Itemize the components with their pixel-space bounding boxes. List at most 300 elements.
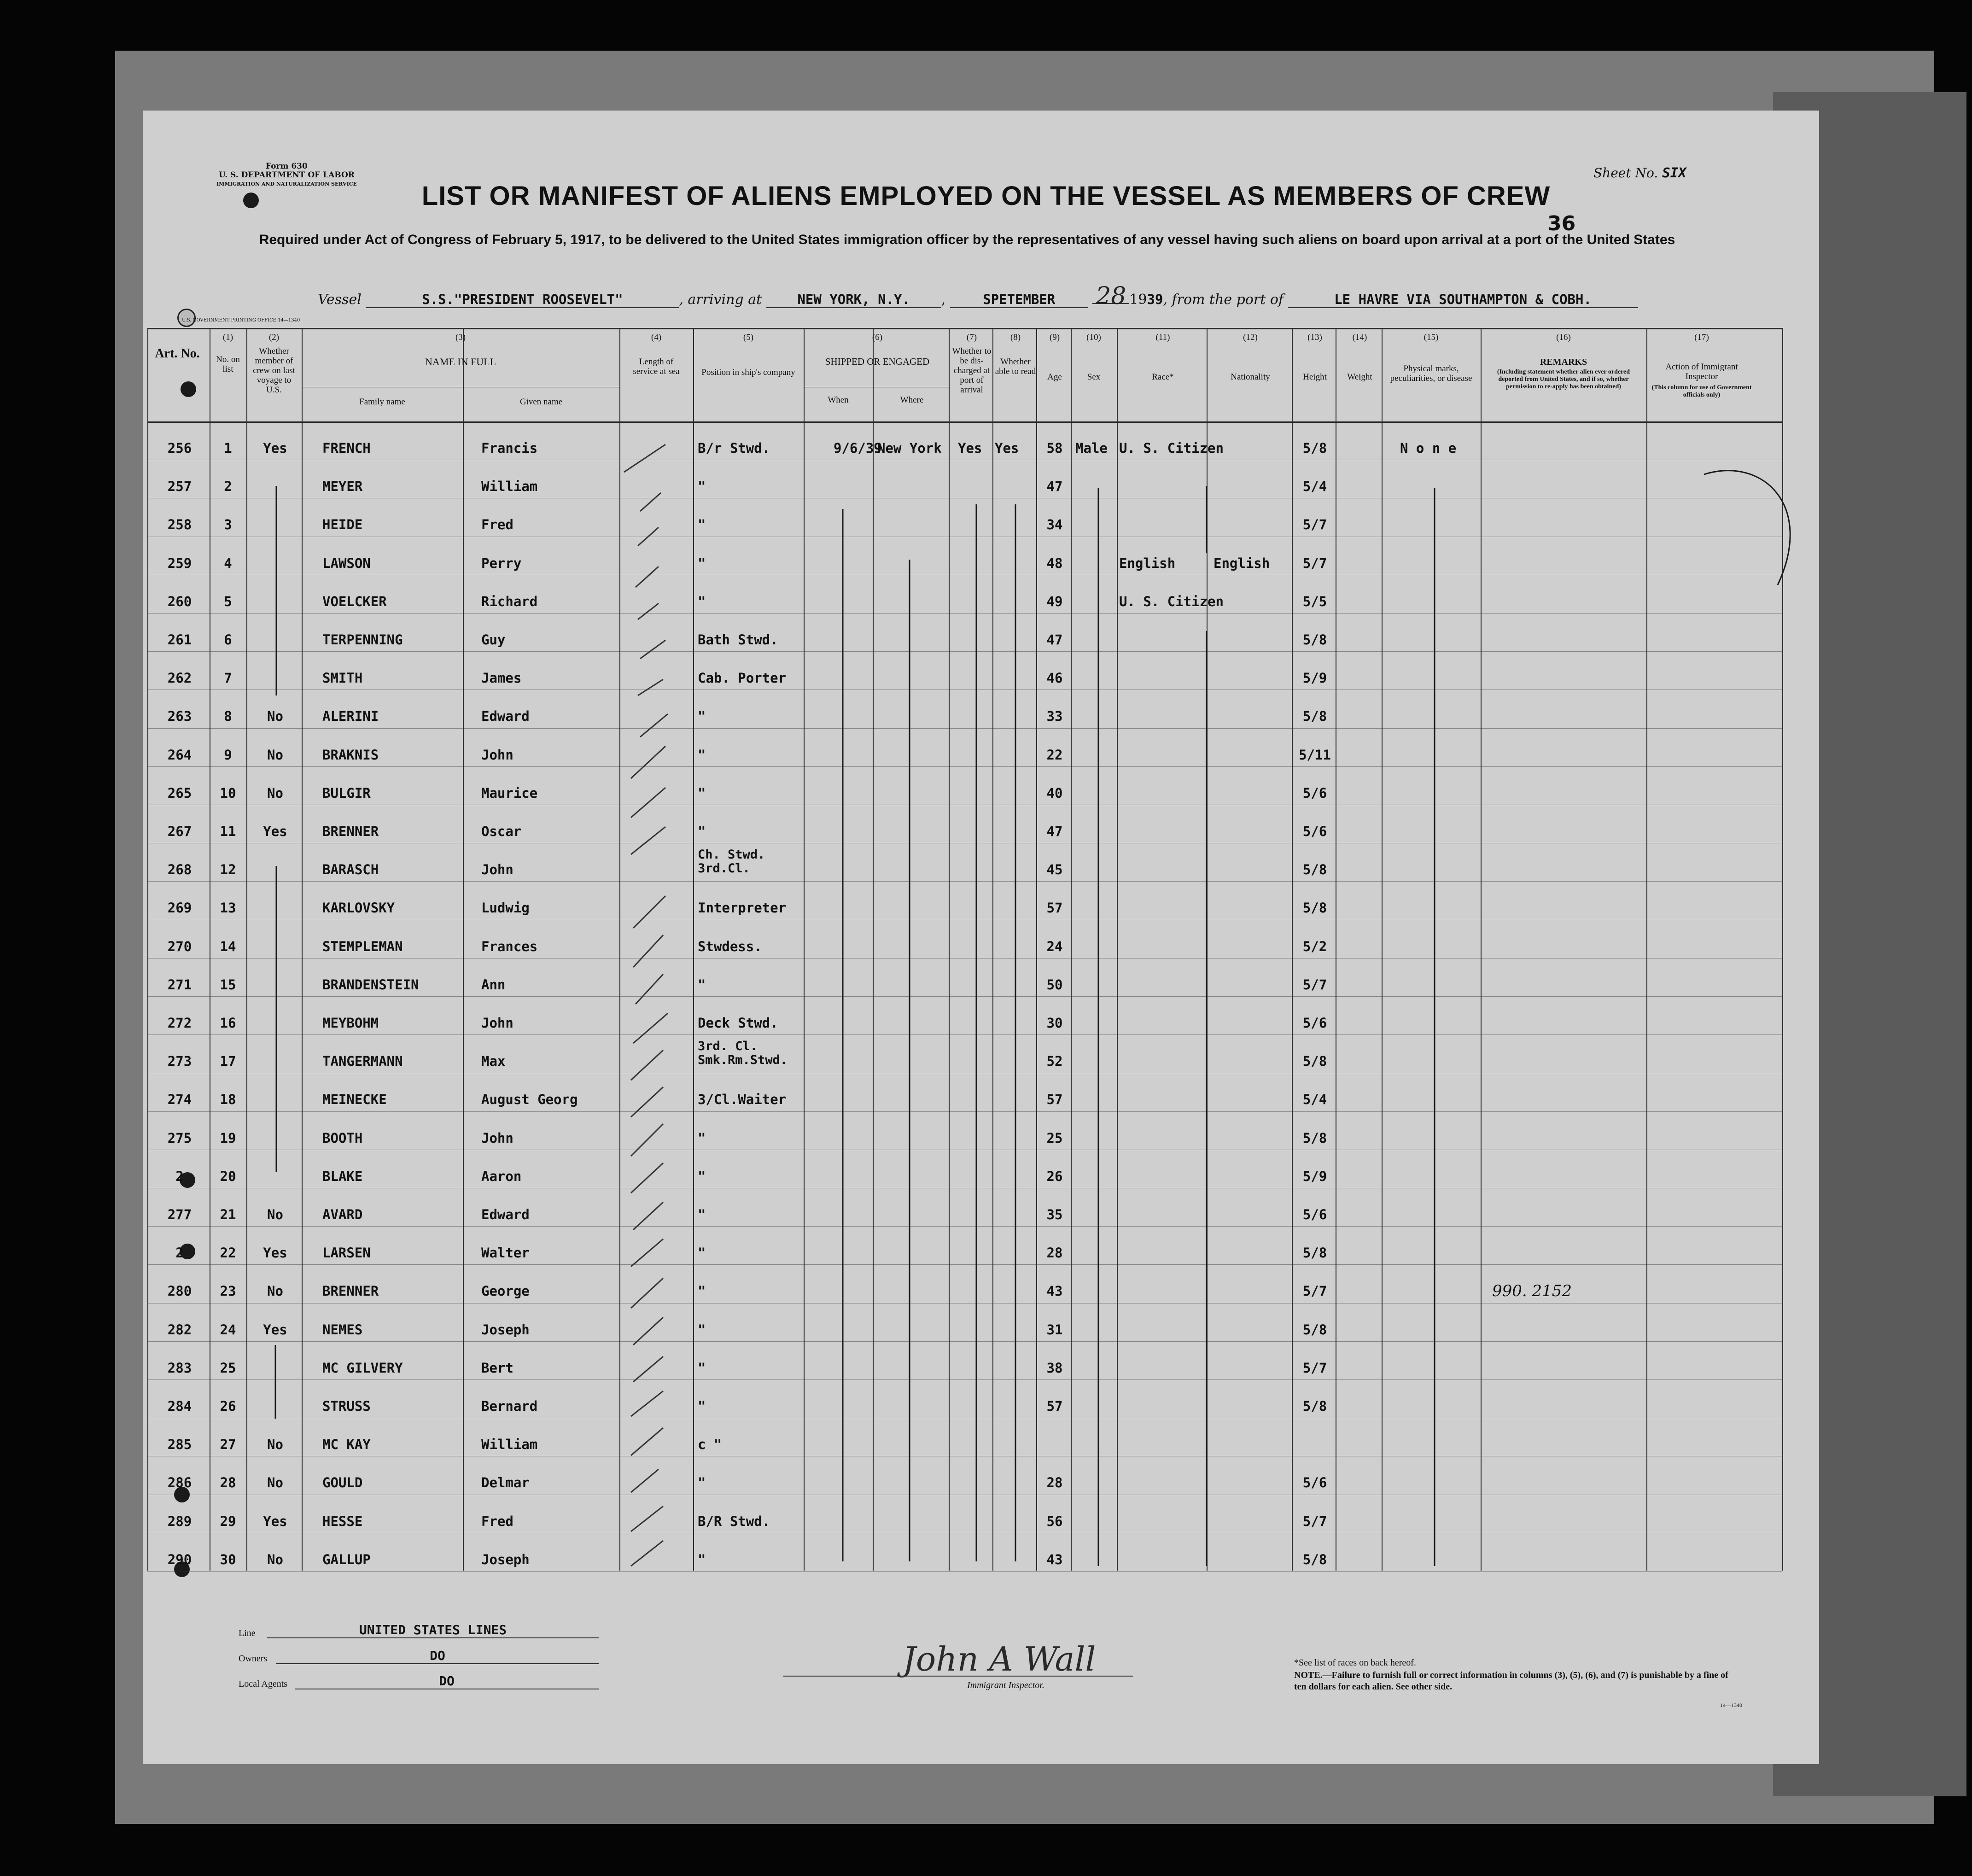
age: 33 xyxy=(1046,708,1063,724)
family-name: STRUSS xyxy=(322,1398,371,1414)
to-be-discharged: Yes xyxy=(958,440,982,456)
list-number: 11 xyxy=(220,824,236,839)
length-of-service-ticks xyxy=(624,444,668,1566)
family-name: HEIDE xyxy=(322,517,363,532)
given-name: August Georg xyxy=(481,1092,578,1107)
list-number: 26 xyxy=(220,1398,236,1414)
previous-voyage: Yes xyxy=(263,824,287,839)
height: 5/8 xyxy=(1302,1130,1327,1146)
age: 30 xyxy=(1046,1015,1063,1031)
list-number: 18 xyxy=(220,1092,236,1107)
position: Deck Stwd. xyxy=(698,1015,778,1031)
shipped-where: New York xyxy=(877,440,942,456)
given-name: Bernard xyxy=(481,1398,538,1414)
list-number: 30 xyxy=(220,1552,236,1567)
art-number: 262 xyxy=(167,670,192,686)
previous-voyage: No xyxy=(267,1475,283,1490)
race: U. S. Citizen xyxy=(1119,594,1224,609)
list-number: 23 xyxy=(220,1283,236,1299)
age: 45 xyxy=(1046,862,1063,877)
document-subtitle: Required under Act of Congress of February 5, 1917, to be delivered to the United States immigration officer by the representatives of any vessel having such aliens on board upon arrival at a port of the United States xyxy=(259,232,1675,247)
service: IMMIGRATION AND NATURALIZATION SERVICE xyxy=(216,181,357,187)
header-length-service: Length of service at sea xyxy=(633,357,680,376)
header-sex: Sex xyxy=(1087,372,1101,382)
family-name: SMITH xyxy=(322,670,363,686)
agents-value: DO xyxy=(295,1673,599,1689)
art-number: 261 xyxy=(167,632,192,648)
previous-voyage: No xyxy=(267,708,283,724)
check-mark xyxy=(638,527,659,546)
nationality: English xyxy=(1214,555,1270,571)
check-mark xyxy=(636,974,663,1004)
race: U. S. Citizen xyxy=(1119,440,1224,456)
height: 5/6 xyxy=(1302,785,1327,801)
art-number: 267 xyxy=(167,824,192,839)
family-name: AVARD xyxy=(322,1207,363,1222)
height: 5/4 xyxy=(1302,479,1327,494)
art-number: 285 xyxy=(167,1437,192,1452)
penalty-note: NOTE.—Failure to furnish full or correct information in columns (3), (5), (6), and (7) is punishable by a fine of ten dollars for each alien. See other side. xyxy=(1294,1670,1728,1692)
check-mark xyxy=(631,1050,663,1080)
age: 43 xyxy=(1046,1283,1063,1299)
age: 31 xyxy=(1046,1322,1063,1338)
position: " xyxy=(698,1130,706,1146)
height: 5/8 xyxy=(1302,708,1327,724)
age: 38 xyxy=(1046,1360,1063,1376)
header-position: Position in ship's company xyxy=(701,368,795,377)
list-number: 29 xyxy=(220,1514,236,1529)
given-name: Delmar xyxy=(481,1475,530,1490)
art-number: 265 xyxy=(167,785,192,801)
height: 5/8 xyxy=(1302,440,1327,456)
list-number: 28 xyxy=(220,1475,236,1490)
check-mark xyxy=(631,1278,663,1308)
header-height: Height xyxy=(1303,372,1327,382)
previous-voyage: No xyxy=(267,1552,283,1567)
age: 57 xyxy=(1046,1092,1063,1107)
height: 5/8 xyxy=(1302,1552,1327,1567)
check-mark xyxy=(633,1013,668,1043)
list-number: 17 xyxy=(220,1053,236,1069)
art-number: 268 xyxy=(167,862,192,877)
list-number: 15 xyxy=(220,977,236,993)
header-art-no: Art. No. xyxy=(155,346,200,361)
family-name: BOOTH xyxy=(322,1130,363,1146)
header-col-number: (3) xyxy=(455,333,466,342)
given-name: Ludwig xyxy=(481,900,530,916)
header-no-on-list: No. on list xyxy=(216,355,240,374)
family-name: MEYER xyxy=(322,479,363,494)
given-name: William xyxy=(481,479,538,494)
previous-voyage: No xyxy=(267,785,283,801)
age: 35 xyxy=(1046,1207,1063,1222)
given-name: Joseph xyxy=(481,1322,530,1338)
check-mark xyxy=(631,788,665,818)
check-mark xyxy=(631,1428,663,1455)
header-col-number: (15) xyxy=(1424,333,1439,342)
given-name: Bert xyxy=(481,1360,513,1376)
age: 34 xyxy=(1046,517,1063,532)
header-col-number: (17) xyxy=(1694,333,1709,342)
header-when: When xyxy=(828,395,849,405)
given-name: John xyxy=(481,747,513,763)
art-number: 290 xyxy=(167,1552,192,1567)
art-number: 277 xyxy=(167,1207,192,1222)
art-number: 270 xyxy=(167,939,192,954)
age: 46 xyxy=(1046,670,1063,686)
height: 5/6 xyxy=(1302,1207,1327,1222)
age: 26 xyxy=(1046,1169,1063,1184)
height: 5/6 xyxy=(1302,824,1327,839)
previous-voyage: Yes xyxy=(263,1245,287,1261)
given-name: John xyxy=(481,862,513,877)
family-name: STEMPLEMAN xyxy=(322,939,403,954)
position: " xyxy=(698,517,706,532)
vessel-label: Vessel xyxy=(318,292,362,308)
list-number: 1 xyxy=(224,440,232,456)
age: 52 xyxy=(1046,1053,1063,1069)
art-number: 286 xyxy=(167,1475,192,1490)
check-mark xyxy=(631,1469,659,1492)
family-name: GALLUP xyxy=(322,1552,371,1567)
given-name: Frances xyxy=(481,939,538,954)
check-mark xyxy=(633,1202,663,1230)
family-name: LAWSON xyxy=(322,555,371,571)
list-number: 16 xyxy=(220,1015,236,1031)
header-able-to-read: Whether able to read xyxy=(995,357,1036,376)
header-col-number: (6) xyxy=(872,333,883,342)
family-name: BARASCH xyxy=(322,862,379,877)
age: 47 xyxy=(1046,632,1063,648)
header-where: Where xyxy=(900,395,924,405)
check-mark xyxy=(633,1317,663,1345)
header-col-number: (11) xyxy=(1155,333,1170,342)
height: 5/6 xyxy=(1302,1475,1327,1490)
given-name: Francis xyxy=(481,440,538,456)
check-mark xyxy=(633,935,663,967)
family-name: HESSE xyxy=(322,1514,363,1529)
age: 28 xyxy=(1046,1475,1063,1490)
list-number: 22 xyxy=(220,1245,236,1261)
header-col-number: (16) xyxy=(1556,333,1571,342)
height: 5/7 xyxy=(1302,555,1327,571)
position: " xyxy=(698,594,706,609)
family-name: MEYBOHM xyxy=(322,1015,379,1031)
header-col-number: (2) xyxy=(268,333,280,342)
previous-voyage: No xyxy=(267,1437,283,1452)
height: 5/7 xyxy=(1302,1283,1327,1299)
age: 25 xyxy=(1046,1130,1063,1146)
inspector-signature: John A Wall xyxy=(903,1640,1096,1678)
art-number: 271 xyxy=(167,977,192,993)
previous-voyage: Yes xyxy=(263,1514,287,1529)
department: U. S. DEPARTMENT OF LABOR xyxy=(218,170,355,180)
race-note: *See list of races on back hereof. xyxy=(1294,1658,1416,1668)
signature-line xyxy=(783,1676,1133,1677)
check-mark xyxy=(631,1506,663,1531)
position: " xyxy=(698,1322,706,1338)
family-name: MC GILVERY xyxy=(322,1360,403,1376)
previous-voyage: No xyxy=(267,1283,283,1299)
height: 5/6 xyxy=(1302,1015,1327,1031)
height: 5/9 xyxy=(1302,1169,1327,1184)
header-col-number: (12) xyxy=(1243,333,1258,342)
family-name: BRANDENSTEIN xyxy=(322,977,419,993)
owners-label: Owners xyxy=(239,1654,268,1664)
previous-voyage: No xyxy=(267,1207,283,1222)
height: 5/5 xyxy=(1302,594,1327,609)
header-col-number: (4) xyxy=(651,333,662,342)
header-col-number: (7) xyxy=(966,333,977,342)
family-name: MEINECKE xyxy=(322,1092,387,1107)
position: Bath Stwd. xyxy=(698,632,778,648)
list-number: 9 xyxy=(224,747,232,763)
age: 50 xyxy=(1046,977,1063,993)
list-number: 8 xyxy=(224,708,232,724)
list-number: 3 xyxy=(224,517,232,532)
position: " xyxy=(698,1360,706,1376)
height: 5/7 xyxy=(1302,1360,1327,1376)
given-name: Guy xyxy=(481,632,506,648)
art-number: 260 xyxy=(167,594,192,609)
list-number: 2 xyxy=(224,479,232,494)
family-name: TERPENNING xyxy=(322,632,403,648)
given-name: Fred xyxy=(481,517,513,532)
list-number: 24 xyxy=(220,1322,236,1338)
header-given-name: Given name xyxy=(519,397,563,407)
given-name: George xyxy=(481,1283,530,1299)
check-mark xyxy=(640,714,668,737)
art-number: 282 xyxy=(167,1322,192,1338)
given-name: John xyxy=(481,1015,513,1031)
given-name: Ann xyxy=(481,977,506,993)
arrival-day: 28 xyxy=(1092,289,1129,304)
header-col-number: (10) xyxy=(1086,333,1101,342)
art-number: 2 xyxy=(175,1245,184,1261)
list-number: 14 xyxy=(220,939,236,954)
art-number: 272 xyxy=(167,1015,192,1031)
inspector-label: Immigrant Inspector. xyxy=(967,1680,1044,1690)
family-name: FRENCH xyxy=(322,440,371,456)
art-number: 274 xyxy=(167,1092,192,1107)
height: 5/11 xyxy=(1299,747,1331,763)
position: " xyxy=(698,1245,706,1261)
list-number: 19 xyxy=(220,1130,236,1146)
age: 24 xyxy=(1046,939,1063,954)
check-mark xyxy=(631,746,665,778)
check-mark xyxy=(624,444,665,472)
position-line-2: Smk.Rm.Stwd. xyxy=(698,1053,788,1067)
able-to-read: Yes xyxy=(995,440,1019,456)
age: 40 xyxy=(1046,785,1063,801)
header-physical-marks: Physical marks, peculiarities, or disease xyxy=(1390,364,1472,383)
page-number: 36 xyxy=(1547,212,1576,235)
owners-value: DO xyxy=(276,1648,599,1664)
family-name: MC KAY xyxy=(322,1437,371,1452)
check-mark xyxy=(631,1087,663,1117)
header-remarks-detail: (Including statement whether alien ever ordered deported from United States, and if so, whether permission to re-apply has been obtained) xyxy=(1497,368,1630,390)
arrival-year: 39 xyxy=(1147,292,1163,307)
list-number: 6 xyxy=(224,632,232,648)
list-number: 25 xyxy=(220,1360,236,1376)
check-mark xyxy=(631,827,665,854)
check-mark xyxy=(640,493,661,511)
arriving-port: NEW YORK, N.Y. xyxy=(766,292,941,308)
height: 5/4 xyxy=(1302,1092,1327,1107)
family-name: BRENNER xyxy=(322,1283,379,1299)
list-number: 20 xyxy=(220,1169,236,1184)
family-name: KARLOVSKY xyxy=(322,900,395,916)
header-col-number: (9) xyxy=(1049,333,1060,342)
arrival-month: SPETEMBER xyxy=(950,292,1088,308)
family-name: ALERINI xyxy=(322,708,379,724)
position: " xyxy=(698,977,706,993)
list-number: 7 xyxy=(224,670,232,686)
art-number: 273 xyxy=(167,1053,192,1069)
given-name: Fred xyxy=(481,1514,513,1529)
position: " xyxy=(698,708,706,724)
given-name: Richard xyxy=(481,594,538,609)
check-mark xyxy=(638,679,663,695)
family-name: BRENNER xyxy=(322,824,379,839)
remarks: 990. 2152 xyxy=(1492,1282,1572,1300)
position: B/r Stwd. xyxy=(698,440,770,456)
header-col-number: (8) xyxy=(1010,333,1021,342)
check-mark xyxy=(631,1124,663,1156)
position: " xyxy=(698,1207,706,1222)
given-name: Edward xyxy=(481,708,530,724)
age: 57 xyxy=(1046,900,1063,916)
position: " xyxy=(698,824,706,839)
art-number: 275 xyxy=(167,1130,192,1146)
family-name: TANGERMANN xyxy=(322,1053,403,1069)
check-mark xyxy=(631,1391,663,1416)
age: 22 xyxy=(1046,747,1063,763)
header-name-in-full: NAME IN FULL xyxy=(425,356,496,368)
height: 5/9 xyxy=(1302,670,1327,686)
position: 3/Cl.Waiter xyxy=(698,1092,787,1107)
age: 47 xyxy=(1046,479,1063,494)
sex: Male xyxy=(1075,440,1108,456)
document-title: LIST OR MANIFEST OF ALIENS EMPLOYED ON THE VESSEL AS MEMBERS OF CREW xyxy=(421,181,1551,211)
header-nationality: Nationality xyxy=(1231,372,1270,382)
art-number: 269 xyxy=(167,900,192,916)
given-name: Max xyxy=(481,1053,506,1069)
art-number: 289 xyxy=(167,1514,192,1529)
family-name: BLAKE xyxy=(322,1169,363,1184)
previous-voyage: Yes xyxy=(263,1322,287,1338)
line-label: Line xyxy=(239,1628,256,1638)
art-number: 256 xyxy=(167,440,192,456)
given-name: Maurice xyxy=(481,785,538,801)
position: " xyxy=(698,1283,706,1299)
form-number: Form 630 xyxy=(266,162,308,171)
height: 5/8 xyxy=(1302,862,1327,877)
check-mark xyxy=(631,1163,663,1193)
age: 58 xyxy=(1046,440,1063,456)
height: 5/7 xyxy=(1302,977,1327,993)
header-inspector-note: (This column for use of Government officials only) xyxy=(1651,384,1752,398)
list-number: 5 xyxy=(224,594,232,609)
list-number: 21 xyxy=(220,1207,236,1222)
header-inspector-action: Action of Immigrant Inspector xyxy=(1665,362,1738,381)
art-number: 283 xyxy=(167,1360,192,1376)
form-code: 14—1340 xyxy=(1720,1702,1742,1708)
printer-note: U.S. GOVERNMENT PRINTING OFFICE 14—1340 xyxy=(182,318,300,323)
family-name: BRAKNIS xyxy=(322,747,379,763)
header-age: Age xyxy=(1047,372,1062,382)
age: 43 xyxy=(1046,1552,1063,1567)
position: " xyxy=(698,785,706,801)
family-name: LARSEN xyxy=(322,1245,371,1261)
position: Cab. Porter xyxy=(698,670,787,686)
art-number: 284 xyxy=(167,1398,192,1414)
given-name: Walter xyxy=(481,1245,530,1261)
given-name: Perry xyxy=(481,555,522,571)
height: 5/8 xyxy=(1302,1322,1327,1338)
header-remarks: REMARKS xyxy=(1540,357,1587,367)
header-col-number: (5) xyxy=(743,333,754,342)
check-mark xyxy=(631,1541,663,1566)
handwritten-mark xyxy=(1704,471,1790,585)
header-previous-voyage: Whether member of crew on last voyage to U.S. xyxy=(253,346,295,395)
position: " xyxy=(698,1475,706,1490)
given-name: Edward xyxy=(481,1207,530,1222)
position: Stwdess. xyxy=(698,939,762,954)
position: B/R Stwd. xyxy=(698,1514,770,1529)
given-name: Oscar xyxy=(481,824,522,839)
given-name: John xyxy=(481,1130,513,1146)
art-number: 257 xyxy=(167,479,192,494)
age: 49 xyxy=(1046,594,1063,609)
height: 5/8 xyxy=(1302,1053,1327,1069)
check-mark xyxy=(633,1356,663,1382)
family-name: BULGIR xyxy=(322,785,371,801)
height: 5/2 xyxy=(1302,939,1327,954)
header-col-number: (1) xyxy=(222,333,233,342)
height: 5/8 xyxy=(1302,900,1327,916)
art-number: 264 xyxy=(167,747,192,763)
check-mark xyxy=(640,640,665,659)
position: " xyxy=(698,555,706,571)
list-number: 10 xyxy=(220,785,236,801)
position: " xyxy=(698,1552,706,1567)
age: 47 xyxy=(1046,824,1063,839)
given-name: Joseph xyxy=(481,1552,530,1567)
vessel-name: S.S."PRESIDENT ROOSEVELT" xyxy=(366,292,679,308)
position: c " xyxy=(698,1437,722,1452)
art-number: 258 xyxy=(167,517,192,532)
header-col-number: (13) xyxy=(1307,333,1322,342)
header-discharged: Whether to be dis-charged at port of arrival xyxy=(952,346,992,395)
height: 5/8 xyxy=(1302,1245,1327,1261)
position: 3rd. Cl. xyxy=(698,1039,758,1053)
previous-voyage: Yes xyxy=(263,440,287,456)
art-number: 263 xyxy=(167,708,192,724)
art-number: 259 xyxy=(167,555,192,571)
art-number: 2 xyxy=(175,1169,184,1184)
header-col-number: (14) xyxy=(1352,333,1367,342)
vessel-line: Vessel S.S."PRESIDENT ROOSEVELT" , arriving at NEW YORK, N.Y. , SPETEMBER 28 1939, from the port of LE HAVRE VIA SOUTHAMPTON & COBH. xyxy=(318,289,1638,308)
shipped-when: 9/6/39 xyxy=(834,440,882,456)
height: 5/8 xyxy=(1302,632,1327,648)
age: 48 xyxy=(1046,555,1063,571)
height: 5/7 xyxy=(1302,517,1327,532)
height: 5/8 xyxy=(1302,1398,1327,1414)
agents-label: Local Agents xyxy=(239,1679,288,1689)
previous-voyage: No xyxy=(267,747,283,763)
header-weight: Weight xyxy=(1347,372,1372,382)
